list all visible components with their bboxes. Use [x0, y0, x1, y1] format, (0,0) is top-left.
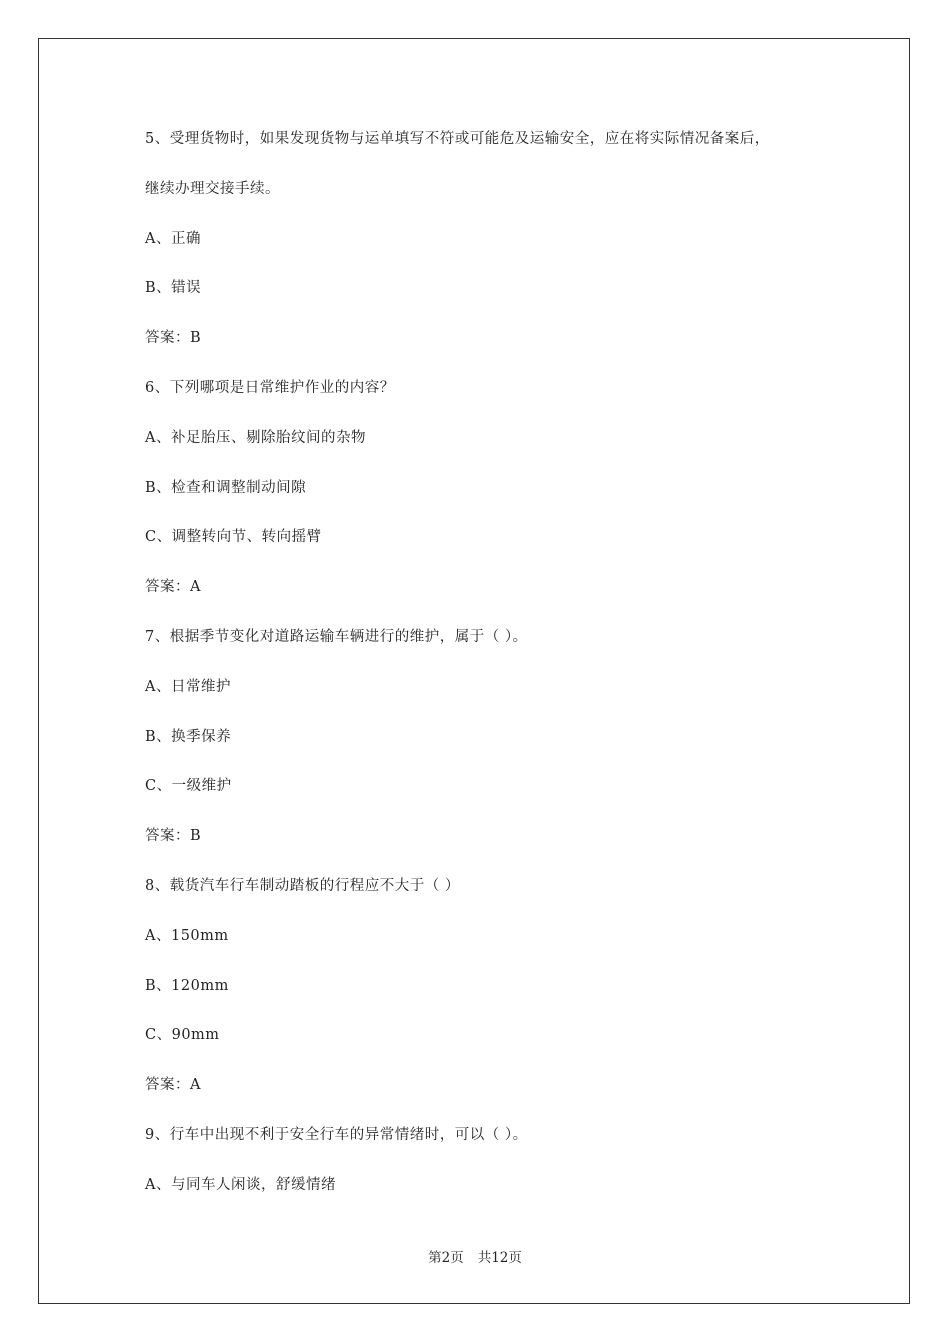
question-6-stem: 6、下列哪项是日常维护作业的内容？ — [145, 379, 395, 396]
question-7-answer: 答案：B — [145, 828, 202, 845]
question-9-option-a: A、与同车人闲谈，舒缓情绪 — [145, 1176, 336, 1193]
question-7-option-b: B、换季保养 — [145, 728, 232, 745]
question-8-option-a: A、150mm — [145, 927, 229, 944]
question-5-answer: 答案：B — [145, 330, 202, 347]
question-5-stem-line-2: 继续办理交接手续。 — [145, 180, 280, 197]
question-5-option-a: A、正确 — [145, 230, 201, 247]
question-8-option-b: B、120mm — [145, 977, 229, 994]
page-total: 共12页 — [477, 1250, 522, 1266]
question-6-option-c: C、调整转向节、转向摇臂 — [145, 529, 322, 546]
question-7-stem: 7、根据季节变化对道路运输车辆进行的维护，属于（ ）。 — [145, 628, 528, 645]
question-6-answer: 答案：A — [145, 579, 201, 596]
question-7-option-a: A、日常维护 — [145, 678, 231, 695]
question-8-stem: 8、载货汽车行车制动踏板的行程应不大于（ ） — [145, 877, 460, 894]
question-8-option-c: C、90mm — [145, 1027, 220, 1044]
question-5-option-b: B、错误 — [145, 280, 202, 297]
question-6-option-b: B、检查和调整制动间隙 — [145, 479, 307, 496]
page-number: 第2页 — [428, 1250, 464, 1266]
page-footer — [0, 1248, 950, 1268]
question-8-answer: 答案：A — [145, 1077, 201, 1094]
question-6-option-a: A、补足胎压、剔除胎纹间的杂物 — [145, 429, 366, 446]
document-body — [145, 127, 825, 1223]
question-5-stem-line-1: 5、受理货物时，如果发现货物与运单填写不符或可能危及运输安全，应在将实际情况备案后， — [145, 131, 770, 147]
question-9-stem: 9、行车中出现不利于安全行车的异常情绪时，可以（ ）。 — [145, 1126, 528, 1143]
question-7-option-c: C、一级维护 — [145, 778, 232, 795]
